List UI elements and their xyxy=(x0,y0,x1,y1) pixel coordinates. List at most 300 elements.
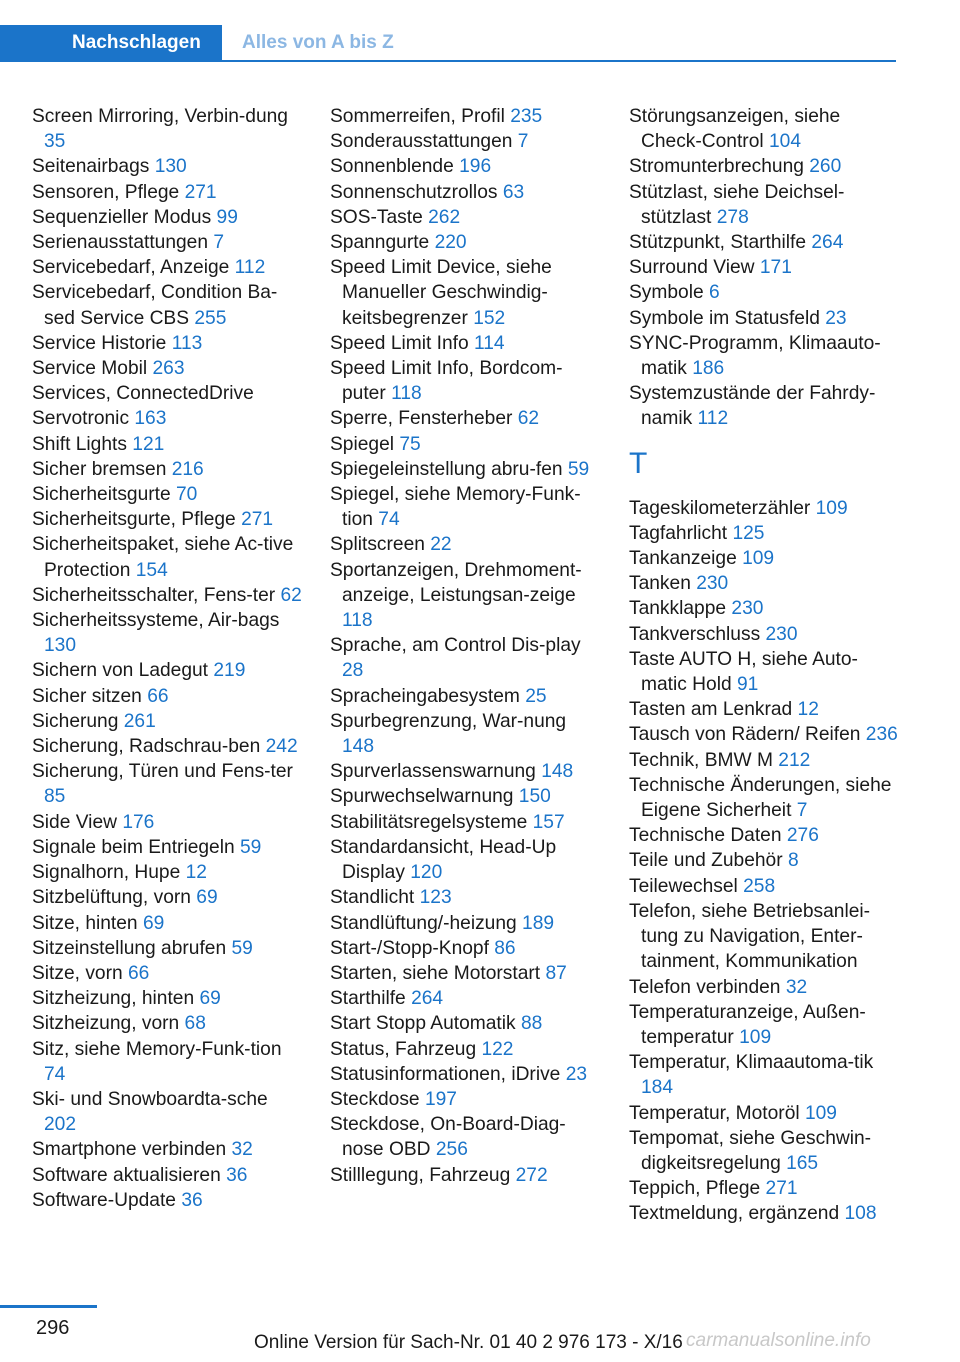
index-entry xyxy=(32,658,302,683)
page-reference-link[interactable]: 258 xyxy=(743,875,776,897)
page-reference-link[interactable]: 12 xyxy=(185,862,207,884)
page-reference-link[interactable]: 154 xyxy=(135,559,168,581)
index-entry-term: Speed Limit Device, siehe Manueller Geschwindig-keitsbegrenzer xyxy=(330,257,552,329)
index-entry xyxy=(629,1050,899,1100)
index-entry xyxy=(629,773,899,823)
index-entry xyxy=(330,759,600,784)
index-entry xyxy=(32,860,302,885)
index-entry xyxy=(629,496,899,521)
index-entry xyxy=(629,1000,899,1050)
index-entry-term: Tasten am Lenkrad xyxy=(629,699,793,721)
index-entry xyxy=(32,255,302,280)
index-entry-term: Sicher sitzen xyxy=(32,685,142,707)
index-entry xyxy=(629,331,899,381)
index-entry-term: Taste AUTO H, siehe Auto-matic Hold xyxy=(629,648,858,696)
page-reference-link[interactable]: 12 xyxy=(797,699,819,721)
page-reference-link[interactable]: 99 xyxy=(216,206,238,228)
page-reference-link[interactable]: 85 xyxy=(44,786,66,808)
page-reference-link[interactable]: 114 xyxy=(474,332,505,354)
index-entry-term: Sonnenblende xyxy=(330,156,454,178)
index-entry-term: Sicherheitsgurte, Pflege xyxy=(32,509,236,531)
index-entry xyxy=(330,482,600,532)
index-entry xyxy=(629,381,899,431)
index-entry-term: Sichern von Ladegut xyxy=(32,660,209,682)
page-reference-link[interactable]: 25 xyxy=(525,685,547,707)
index-entry xyxy=(330,457,600,482)
index-entry xyxy=(330,1087,600,1112)
page-reference-link[interactable]: 271 xyxy=(241,509,274,531)
index-entry-term: Sicherung, Radschrau-ben xyxy=(32,736,261,758)
index-entry-term: Sitzeinstellung abrufen xyxy=(32,937,227,959)
page-reference-link[interactable]: 118 xyxy=(342,610,373,632)
index-entry xyxy=(629,280,899,305)
page-reference-link[interactable]: 109 xyxy=(739,1026,772,1048)
page-reference-link[interactable]: 130 xyxy=(154,156,187,178)
page-reference-link[interactable]: 69 xyxy=(196,887,218,909)
index-entry xyxy=(32,734,302,759)
page-reference-link[interactable]: 6 xyxy=(709,282,720,304)
page-header xyxy=(0,0,896,62)
page-reference-link[interactable]: 74 xyxy=(44,1063,66,1085)
page-reference-link[interactable]: 74 xyxy=(378,509,400,531)
page-reference-link[interactable]: 212 xyxy=(778,749,811,771)
page-reference-link[interactable]: 148 xyxy=(541,761,574,783)
index-entry-term: Speed Limit Info, Bordcom-puter xyxy=(330,358,563,405)
index-entry-term: Stützpunkt, Starthilfe xyxy=(629,232,807,254)
index-entry-term: Sicherung, Türen und Fens-ter xyxy=(32,761,293,783)
index-entry xyxy=(330,129,600,154)
index-entry xyxy=(330,633,600,683)
page-reference-link[interactable]: 230 xyxy=(765,623,798,645)
index-entry-term: Telefon, siehe Betriebsanlei-tung zu Navigation, Enter-tainment, Kommunikation xyxy=(629,900,871,973)
index-entry xyxy=(32,1037,302,1087)
index-entry xyxy=(32,280,302,330)
index-entry xyxy=(32,583,302,608)
index-entry xyxy=(330,1112,600,1162)
page-reference-link[interactable]: 264 xyxy=(811,232,844,254)
index-entry-term: Teile und Zubehör xyxy=(629,850,783,872)
page-reference-link[interactable]: 86 xyxy=(494,937,516,959)
index-entry-term: Side View xyxy=(32,811,117,833)
index-entry-term: Sensoren, Pflege xyxy=(32,181,180,203)
page-reference-link[interactable]: 8 xyxy=(787,850,799,872)
index-entry xyxy=(330,406,600,431)
index-entry xyxy=(330,104,600,129)
index-entry xyxy=(32,1137,302,1162)
index-entry-term: Software aktualisieren xyxy=(32,1164,221,1186)
index-entry-term: Starthilfe xyxy=(330,988,406,1010)
page-reference-link[interactable]: 7 xyxy=(213,232,225,254)
index-entry xyxy=(32,432,302,457)
page-reference-link[interactable]: 276 xyxy=(786,825,819,847)
index-entry-term: Temperatur, Motoröl xyxy=(629,1102,800,1124)
index-entry xyxy=(629,596,899,621)
page-reference-link[interactable]: 109 xyxy=(742,548,775,570)
page-reference-link[interactable]: 23 xyxy=(825,307,847,329)
index-entry-term: Service Historie xyxy=(32,332,167,354)
page-reference-link[interactable]: 216 xyxy=(171,458,204,480)
index-entry xyxy=(629,1176,899,1201)
index-entry xyxy=(629,154,899,179)
page-reference-link[interactable]: 36 xyxy=(181,1189,203,1211)
index-entry-term: Spanngurte xyxy=(330,232,430,254)
index-entry-term: Spurwechselwarnung xyxy=(330,786,514,808)
index-entry-term: Screen Mirroring, Verbin-dung xyxy=(32,106,288,127)
page-reference-link[interactable]: 63 xyxy=(502,181,525,203)
page-reference-link[interactable]: 112 xyxy=(697,408,729,430)
index-entry-term: Sportanzeigen, Drehmoment-anzeige, Leistungsan-zeige xyxy=(330,559,582,606)
index-entry xyxy=(629,748,899,773)
page-reference-link[interactable]: 163 xyxy=(134,408,167,430)
index-entry-term: Technische Änderungen, siehe Eigene Sicherheit xyxy=(629,774,892,822)
index-entry xyxy=(330,986,600,1011)
index-entry xyxy=(629,104,899,154)
index-entry-term: Sitze, vorn xyxy=(32,962,123,984)
page-reference-link[interactable]: 171 xyxy=(759,257,792,279)
index-entry xyxy=(32,1087,302,1137)
page-reference-link[interactable]: 112 xyxy=(234,257,266,279)
index-entry xyxy=(330,154,600,179)
index-entry xyxy=(629,306,899,331)
index-entry-term: Sicherung xyxy=(32,710,119,732)
page-reference-link[interactable]: 152 xyxy=(473,307,506,329)
page-reference-link[interactable]: 118 xyxy=(391,383,422,405)
index-entry-term: Sitz, siehe Memory-Funk-tion xyxy=(32,1038,282,1060)
index-entry xyxy=(32,986,302,1011)
index-entry xyxy=(629,521,899,546)
page-reference-link[interactable]: 28 xyxy=(342,660,364,682)
page-reference-link[interactable]: 69 xyxy=(199,988,221,1010)
index-entry-term: Serienausstattungen xyxy=(32,232,209,254)
index-entry xyxy=(32,457,302,482)
index-entry-term: Spurverlassenswarnung xyxy=(330,761,536,783)
index-entry xyxy=(629,180,899,230)
page-reference-link[interactable]: 264 xyxy=(411,988,444,1010)
page-reference-link[interactable]: 66 xyxy=(147,685,169,707)
index-entry xyxy=(32,507,302,532)
page-reference-link[interactable]: 219 xyxy=(213,660,246,682)
page-reference-link[interactable]: 165 xyxy=(786,1152,819,1174)
page-reference-link[interactable]: 157 xyxy=(532,811,565,833)
index-entry-term: Servicebedarf, Condition Ba-sed Service CBS xyxy=(32,282,278,329)
index-column-1 xyxy=(32,104,302,1213)
page-reference-link[interactable]: 62 xyxy=(517,408,540,430)
index-entry-term: Status, Fahrzeug xyxy=(330,1038,477,1060)
page-reference-link[interactable]: 202 xyxy=(44,1114,77,1136)
page-reference-link[interactable]: 278 xyxy=(716,206,749,228)
page-number: 296 xyxy=(36,1317,70,1339)
page-reference-link[interactable]: 123 xyxy=(419,887,452,909)
footer-rule xyxy=(0,1305,97,1308)
index-entry xyxy=(32,810,302,835)
index-entry-term: Systemzustände der Fahrdy-namik xyxy=(629,383,876,430)
page-reference-link[interactable]: 197 xyxy=(424,1088,457,1110)
index-entry xyxy=(629,1126,899,1176)
index-entry xyxy=(330,1062,600,1087)
index-entry xyxy=(32,835,302,860)
index-entry xyxy=(629,546,899,571)
index-entry-term: Sitze, hinten xyxy=(32,912,138,934)
index-entry xyxy=(330,961,600,986)
index-entry-term: Sitzbelüftung, vorn xyxy=(32,887,191,909)
page-reference-link[interactable]: 113 xyxy=(171,332,203,354)
index-entry-term: Stromunterbrechung xyxy=(629,156,804,178)
index-entry-term: Teppich, Pflege xyxy=(629,1178,761,1200)
index-entry-term: Sequenzieller Modus xyxy=(32,206,212,228)
page-reference-link[interactable]: 7 xyxy=(796,800,808,822)
index-entry xyxy=(330,885,600,910)
page-reference-link[interactable]: 255 xyxy=(194,307,227,329)
index-entry-term: Symbole xyxy=(629,282,704,304)
page-reference-link[interactable]: 7 xyxy=(517,131,529,153)
index-entry xyxy=(32,104,302,154)
page-reference-link[interactable]: 184 xyxy=(641,1077,674,1099)
index-entry xyxy=(330,835,600,885)
index-entry xyxy=(629,647,899,697)
page-reference-link[interactable]: 148 xyxy=(342,736,375,758)
index-entry-term: Spurbegrenzung, War-nung xyxy=(330,710,567,732)
page-reference-link[interactable]: 242 xyxy=(265,736,298,758)
page-reference-link[interactable]: 260 xyxy=(809,156,842,178)
page-reference-link[interactable]: 68 xyxy=(184,1013,206,1035)
index-entry xyxy=(629,1101,899,1126)
index-entry-term: Standlicht xyxy=(330,887,415,909)
index-letter-heading: T xyxy=(629,446,648,480)
page-reference-link[interactable]: 125 xyxy=(732,522,765,544)
index-entry-term: Service Mobil xyxy=(32,358,148,380)
index-entry xyxy=(32,608,302,658)
index-entry-term: Splitscreen xyxy=(330,534,425,556)
index-entry-term: Ski- und Snowboardta-sche xyxy=(32,1088,268,1110)
tab-nachschlagen[interactable]: Nachschlagen xyxy=(0,25,222,61)
index-entry-term: Symbole im Statusfeld xyxy=(629,307,820,329)
index-entry-term: Standardansicht, Head-Up Display xyxy=(330,836,557,884)
index-entry xyxy=(32,356,302,381)
index-entry xyxy=(32,532,302,582)
index-entry xyxy=(330,911,600,936)
index-entry xyxy=(629,571,899,596)
page-reference-link[interactable]: 261 xyxy=(123,710,156,732)
index-entry xyxy=(330,1037,600,1062)
page-reference-link[interactable]: 263 xyxy=(152,358,185,380)
index-entry xyxy=(330,1163,600,1188)
index-entry-term: Starten, siehe Motorstart xyxy=(330,962,541,984)
index-entry-term: Sprache, am Control Dis-play xyxy=(330,635,581,657)
page-reference-link[interactable]: 220 xyxy=(434,232,467,254)
index-entry-term: Servotronic xyxy=(32,408,130,430)
index-entry xyxy=(330,180,600,205)
index-entry-term: Stabilitätsregelsysteme xyxy=(330,811,528,833)
page-reference-link[interactable]: 236 xyxy=(865,724,898,746)
index-entry xyxy=(32,180,302,205)
index-column-2 xyxy=(330,104,600,1188)
index-entry-term: Stilllegung, Fahrzeug xyxy=(330,1164,511,1186)
index-entry xyxy=(330,356,600,406)
index-entry-term: Tageskilometerzähler xyxy=(629,497,811,519)
page-reference-link[interactable]: 91 xyxy=(736,674,759,696)
page-reference-link[interactable]: 104 xyxy=(768,131,801,153)
page-reference-link[interactable]: 130 xyxy=(44,635,77,657)
index-entry-term: Start-/Stopp-Knopf xyxy=(330,937,489,959)
index-entry xyxy=(330,255,600,331)
index-entry xyxy=(629,848,899,873)
index-entry xyxy=(629,722,899,747)
header-rule xyxy=(0,60,896,62)
index-entry xyxy=(330,936,600,961)
index-entry xyxy=(629,697,899,722)
page-reference-link[interactable]: 66 xyxy=(128,962,150,984)
page-reference-link[interactable]: 109 xyxy=(815,497,848,519)
index-entry-term: Start Stopp Automatik xyxy=(330,1013,516,1035)
index-entry-term: Shift Lights xyxy=(32,433,127,455)
index-entry xyxy=(330,432,600,457)
page-reference-link[interactable]: 262 xyxy=(428,206,461,228)
page-reference-link[interactable]: 108 xyxy=(844,1203,877,1225)
index-entry-term: Speed Limit Info xyxy=(330,332,469,354)
index-entry xyxy=(629,255,899,280)
index-entry-term: Sicherheitsschalter, Fens-ter xyxy=(32,584,276,606)
page-reference-link[interactable]: 271 xyxy=(765,1178,798,1200)
index-entry xyxy=(629,622,899,647)
page-reference-link[interactable]: 70 xyxy=(176,484,198,506)
index-entry-term: Tankverschluss xyxy=(629,623,761,645)
index-entry xyxy=(629,899,899,975)
index-entry xyxy=(330,205,600,230)
page-reference-link[interactable]: 189 xyxy=(522,912,555,934)
index-entry xyxy=(32,381,302,406)
page-reference-link[interactable]: 59 xyxy=(567,458,590,480)
index-entry-term: Sicherheitssysteme, Air-bags xyxy=(32,610,280,632)
index-entry xyxy=(629,1201,899,1226)
index-entry xyxy=(32,911,302,936)
index-entry xyxy=(32,331,302,356)
index-entry-term: Tagfahrlicht xyxy=(629,522,728,544)
index-entry-term: Services, ConnectedDrive xyxy=(32,383,254,405)
index-entry xyxy=(330,230,600,255)
index-entry xyxy=(32,885,302,910)
index-entry-term: Tankklappe xyxy=(629,598,727,620)
page-reference-link[interactable]: 109 xyxy=(804,1102,837,1124)
index-entry xyxy=(32,936,302,961)
index-entry-term: Tausch von Rädern/ Reifen xyxy=(629,724,861,746)
page-reference-link[interactable]: 272 xyxy=(515,1164,548,1186)
page-reference-link[interactable]: 35 xyxy=(44,131,66,153)
page-reference-link[interactable]: 23 xyxy=(565,1063,588,1085)
index-entry-term: Spracheingabesystem xyxy=(330,685,520,707)
index-entry-term: Sonderausstattungen xyxy=(330,131,513,153)
index-entry xyxy=(32,759,302,809)
index-entry xyxy=(330,810,600,835)
index-entry-term: Textmeldung, ergänzend xyxy=(629,1203,840,1225)
index-entry-term: Tanken xyxy=(629,573,691,595)
index-column-3 xyxy=(629,104,899,1227)
index-entry-term: Spiegel, siehe Memory-Funk-tion xyxy=(330,484,581,531)
index-entry xyxy=(330,1011,600,1036)
index-entry-term: Surround View xyxy=(629,257,755,279)
index-entry-term: Spiegel xyxy=(330,433,395,455)
page-reference-link[interactable]: 122 xyxy=(481,1038,514,1060)
page-reference-link[interactable]: 120 xyxy=(410,862,443,884)
index-entry-term: Software-Update xyxy=(32,1189,176,1211)
index-entry-term: Steckdose xyxy=(330,1088,420,1110)
index-entry-term: Tankanzeige xyxy=(629,548,737,570)
index-entry xyxy=(330,709,600,759)
page-reference-link[interactable]: 230 xyxy=(696,573,729,595)
page-reference-link[interactable]: 87 xyxy=(545,962,567,984)
index-entry xyxy=(629,823,899,848)
index-entry xyxy=(32,961,302,986)
page-reference-link[interactable]: 235 xyxy=(510,106,543,127)
index-entry-term: Teilewechsel xyxy=(629,875,738,897)
index-entry-term: Statusinformationen, iDrive xyxy=(330,1063,561,1085)
page-reference-link[interactable]: 69 xyxy=(142,912,165,934)
index-entry-term: SOS-Taste xyxy=(330,206,423,228)
index-entry xyxy=(32,684,302,709)
watermark: carmanualsonline.info xyxy=(686,1330,871,1351)
page-reference-link[interactable]: 32 xyxy=(785,976,808,998)
index-entry-term: Servicebedarf, Anzeige xyxy=(32,257,230,279)
index-entry-term: Sitzheizung, hinten xyxy=(32,988,195,1010)
page-reference-link[interactable]: 186 xyxy=(692,358,725,380)
index-entry xyxy=(32,406,302,431)
index-entry-term: Technik, BMW M xyxy=(629,749,773,771)
index-entry xyxy=(32,230,302,255)
index-entry-term: Steckdose, On-Board-Diag-nose OBD xyxy=(330,1114,566,1161)
page-reference-link[interactable]: 36 xyxy=(226,1164,248,1186)
index-entry xyxy=(32,709,302,734)
page-reference-link[interactable]: 176 xyxy=(122,811,155,833)
index-entry xyxy=(330,784,600,809)
index-entry-term: Sicher bremsen xyxy=(32,458,167,480)
page-reference-link[interactable]: 256 xyxy=(435,1139,468,1161)
page-reference-link[interactable]: 230 xyxy=(731,598,764,620)
index-entry-term: Sommerreifen, Profil xyxy=(330,106,505,127)
index-entry-term: Tempomat, siehe Geschwin-digkeitsregelung xyxy=(629,1127,872,1174)
page-reference-link[interactable]: 62 xyxy=(280,584,302,606)
index-entry-term: Sonnenschutzrollos xyxy=(330,181,498,203)
page-reference-link[interactable]: 59 xyxy=(240,836,262,858)
index-entry xyxy=(32,482,302,507)
index-entry-term: Temperatur, Klimaautoma-tik xyxy=(629,1052,874,1074)
index-entry-term: Sicherheitsgurte xyxy=(32,484,171,506)
page-reference-link[interactable]: 22 xyxy=(430,534,452,556)
index-entry xyxy=(629,230,899,255)
page-reference-link[interactable]: 150 xyxy=(518,786,551,808)
index-entry xyxy=(330,558,600,634)
index-entry-term: Technische Daten xyxy=(629,825,782,847)
page-reference-link[interactable]: 121 xyxy=(132,433,165,455)
page-reference-link[interactable]: 75 xyxy=(399,433,421,455)
tab-alles-von-a-bis-z[interactable]: Alles von A bis Z xyxy=(242,32,394,53)
index-entry-term: Stützlast, siehe Deichsel-stützlast xyxy=(629,181,845,228)
page-reference-link[interactable]: 196 xyxy=(459,156,492,178)
page-reference-link[interactable]: 271 xyxy=(184,181,217,203)
index-entry-term: Signalhorn, Hupe xyxy=(32,862,181,884)
page-reference-link[interactable]: 88 xyxy=(520,1013,543,1035)
index-entry xyxy=(629,874,899,899)
index-entry-term: Standlüftung/-heizung xyxy=(330,912,517,934)
index-entry xyxy=(32,1163,302,1188)
index-entry xyxy=(629,975,899,1000)
index-entry xyxy=(32,154,302,179)
page-reference-link[interactable]: 32 xyxy=(231,1139,253,1161)
index-entry-term: Signale beim Entriegeln xyxy=(32,836,235,858)
index-entry-term: SYNC-Programm, Klimaauto-matik xyxy=(629,332,881,380)
online-version-note: Online Version für Sach-Nr. 01 40 2 976 173 - X/16 xyxy=(254,1332,683,1353)
index-entry xyxy=(330,331,600,356)
index-entry-term: Sicherheitspaket, siehe Ac-tive Protection xyxy=(32,534,294,581)
page-reference-link[interactable]: 59 xyxy=(231,937,253,959)
